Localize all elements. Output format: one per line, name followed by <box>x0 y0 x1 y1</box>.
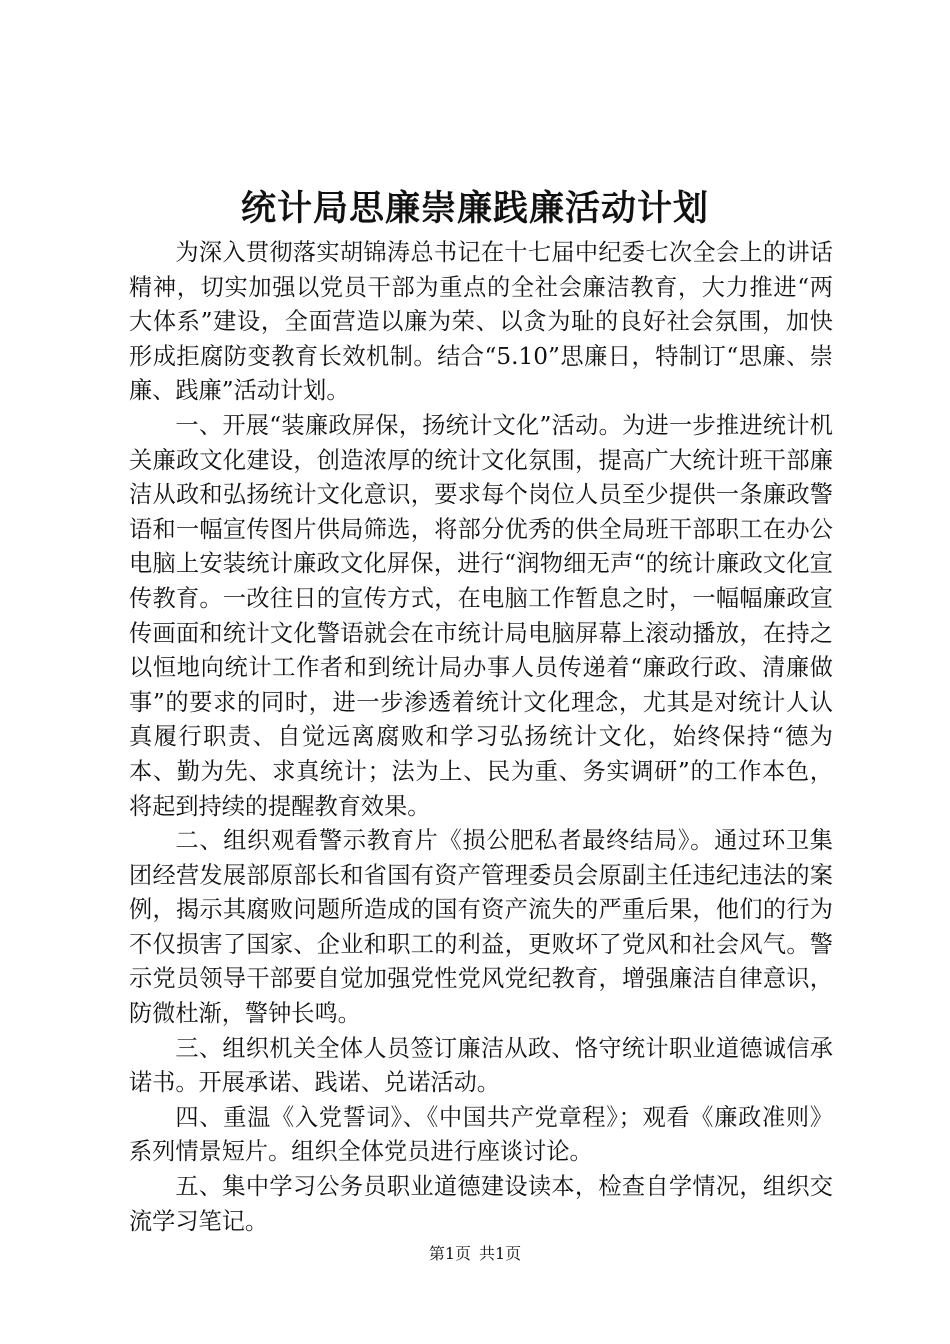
paragraph-item-4: 四、重温《入党誓词》、《中国共产党章程》；观看《廉政准则》系列情景短片。组织全体党员进行座谈讨论。 <box>129 1103 833 1166</box>
document-body <box>129 236 833 1239</box>
page-number: 第1页 <box>428 1244 471 1263</box>
paragraph-item-2: 二、组织观看警示教育片《损公肥私者最终结局》。通过环卫集团经营发展部原部长和省国有资产管理委员会原副主任违纪违法的案例，揭示其腐败问题所造成的国有资产流失的严重后果，他们的行为不仅损害了国家、企业和职工的利益，更败坏了党风和社会风气。警示党员领导干部要自觉加强党性党风党纪教育，增强廉洁自律意识，防微杜渐，警钟长鸣。 <box>129 827 833 1028</box>
document-title: 统计局思廉崇廉践廉活动计划 <box>240 188 709 229</box>
paragraph-item-3: 三、组织机关全体人员签订廉洁从政、恪守统计职业道德诚信承诺书。开展承诺、践诺、兑诺活动。 <box>129 1034 833 1097</box>
page-total: 共1页 <box>479 1244 522 1263</box>
paragraph-item-5: 五、集中学习公务员职业道德建设读本，检查自学情况，组织交流学习笔记。 <box>129 1173 833 1235</box>
page-footer <box>0 1243 950 1265</box>
paragraph-item-1: 一、开展“装廉政屏保，扬统计文化”活动。为进一步推进统计机关廉政文化建设，创造浓厚的统计文化氛围，提高广大统计班干部廉洁从政和弘扬统计文化意识，要求每个岗位人员至少提供一条廉政警语和一幅宣传图片供局筛选，将部分优秀的供全局班干部职工在办公电脑上安装统计廉政文化屏保，进行“润物细无声“的统计廉政文化宣传教育。一改往日的宣传方式，在电脑工作暂息之时，一幅幅廉政宣传画面和统计文化警语就会在市统计局电脑屏幕上滚动播放，在持之以恒地向统计工作者和到统计局办事人员传递着“廉政行政、清廉做事”的要求的同时，进一步渗透着统计文化理念，尤其是对统计人认真履行职责、自觉远离腐败和学习弘扬统计文化，始终保持“德为本、勤为先、求真统计；法为上、民为重、务实调研”的工作本色，将起到持续的提醒教育效果。 <box>129 411 833 820</box>
paragraph-intro: 为深入贯彻落实胡锦涛总书记在十七届中纪委七次全会上的讲话精神，切实加强以党员干部为重点的全社会廉洁教育，大力推进“两大体系”建设，全面营造以廉为荣、以贪为耻的良好社会氛围，加快形成拒腐防变教育长效机制。结合“5.10”思廉日，特制订“思廉、崇廉、践廉”活动计划。 <box>129 239 833 405</box>
